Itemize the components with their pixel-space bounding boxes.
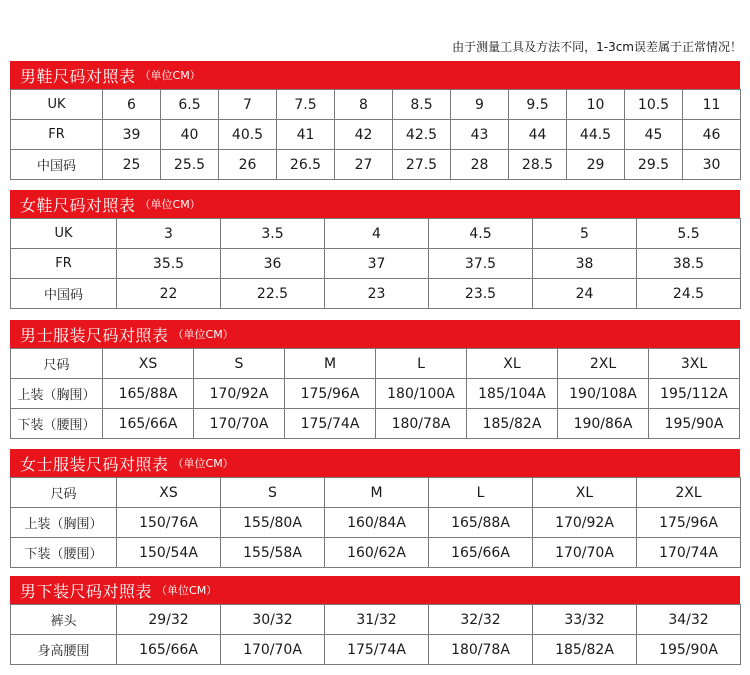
table-cell: 5 (533, 219, 637, 249)
table-cell: 34/32 (637, 605, 741, 635)
row-label: 裤头 (11, 605, 117, 635)
table-row (11, 150, 741, 180)
table-cell: 23.5 (429, 279, 533, 309)
table-cell: 6 (103, 90, 161, 120)
table-cell: 3 (117, 219, 221, 249)
women-clothing-section (10, 449, 740, 568)
table-cell: 8.5 (393, 90, 451, 120)
table-cell: 7 (219, 90, 277, 120)
table-cell: 185/82A (467, 409, 558, 439)
table-cell: 41 (277, 120, 335, 150)
table-cell: 2XL (558, 349, 649, 379)
table-cell: 35.5 (117, 249, 221, 279)
table-cell: 155/80A (221, 508, 325, 538)
table-cell: 3XL (649, 349, 740, 379)
table-row (11, 249, 741, 279)
table-cell: 185/104A (467, 379, 558, 409)
women-shoes-header (10, 190, 740, 218)
row-label: 尺码 (11, 478, 117, 508)
table-cell: 5.5 (637, 219, 741, 249)
table-cell: 29.5 (625, 150, 683, 180)
table-row (11, 635, 741, 665)
table-cell: XS (103, 349, 194, 379)
men-shoes-header (10, 61, 740, 89)
men-pants-header (10, 576, 740, 604)
row-label: 身高腰围 (11, 635, 117, 665)
table-cell: 27.5 (393, 150, 451, 180)
table-cell: 150/76A (117, 508, 221, 538)
table-cell: 190/108A (558, 379, 649, 409)
women-shoes-title: 女鞋尺码对照表 (20, 195, 136, 215)
table-cell: 9 (451, 90, 509, 120)
table-cell: 180/100A (376, 379, 467, 409)
table-cell: 39 (103, 120, 161, 150)
table-cell: 31/32 (325, 605, 429, 635)
table-row (11, 379, 740, 409)
table-row (11, 538, 741, 568)
table-cell: 2XL (637, 478, 741, 508)
table-cell: 9.5 (509, 90, 567, 120)
table-cell: 165/66A (103, 409, 194, 439)
table-cell: 165/88A (103, 379, 194, 409)
table-cell: 170/74A (637, 538, 741, 568)
table-row (11, 349, 740, 379)
table-cell: 10.5 (625, 90, 683, 120)
table-cell: 175/74A (285, 409, 376, 439)
table-cell: 170/70A (533, 538, 637, 568)
men-shoes-unit: （单位CM） (139, 69, 201, 82)
table-cell: 24 (533, 279, 637, 309)
women-shoes-unit: （单位CM） (139, 198, 201, 211)
table-cell: 33/32 (533, 605, 637, 635)
table-cell: 160/62A (325, 538, 429, 568)
table-cell: 44.5 (567, 120, 625, 150)
table-cell: 32/32 (429, 605, 533, 635)
table-cell: 180/78A (429, 635, 533, 665)
table-cell: 27 (335, 150, 393, 180)
table-cell: M (325, 478, 429, 508)
table-cell: 185/82A (533, 635, 637, 665)
table-cell: 40.5 (219, 120, 277, 150)
table-row (11, 120, 741, 150)
men-pants-table (10, 604, 741, 665)
women-shoes-section (10, 190, 740, 309)
table-cell: XL (467, 349, 558, 379)
men-clothing-title: 男士服装尺码对照表 (20, 325, 169, 345)
table-cell: 28.5 (509, 150, 567, 180)
table-cell: 195/90A (649, 409, 740, 439)
table-cell: 22 (117, 279, 221, 309)
men-pants-unit: （单位CM） (156, 584, 218, 597)
table-cell: S (194, 349, 285, 379)
men-shoes-table (10, 89, 741, 180)
row-label: 中国码 (11, 150, 103, 180)
table-cell: 46 (683, 120, 741, 150)
table-cell: 25.5 (161, 150, 219, 180)
table-cell: 36 (221, 249, 325, 279)
women-clothing-unit: （单位CM） (172, 457, 234, 470)
table-cell: 175/96A (637, 508, 741, 538)
table-cell: 190/86A (558, 409, 649, 439)
table-cell: 30/32 (221, 605, 325, 635)
table-row (11, 508, 741, 538)
row-label: 下装（腰围） (11, 538, 117, 568)
table-cell: 22.5 (221, 279, 325, 309)
table-cell: 26 (219, 150, 277, 180)
table-cell: 42.5 (393, 120, 451, 150)
table-row (11, 279, 741, 309)
women-clothing-title: 女士服装尺码对照表 (20, 454, 169, 474)
table-cell: 38.5 (637, 249, 741, 279)
table-cell: 165/66A (429, 538, 533, 568)
table-cell: 195/112A (649, 379, 740, 409)
row-label: FR (11, 120, 103, 150)
table-cell: 6.5 (161, 90, 219, 120)
table-cell: 180/78A (376, 409, 467, 439)
table-cell: 10 (567, 90, 625, 120)
table-cell: 160/84A (325, 508, 429, 538)
table-cell: 23 (325, 279, 429, 309)
men-clothing-section (10, 320, 740, 439)
women-shoes-table (10, 218, 741, 309)
table-cell: 170/70A (194, 409, 285, 439)
men-clothing-unit: （单位CM） (172, 328, 234, 341)
table-cell: 37.5 (429, 249, 533, 279)
table-row (11, 478, 741, 508)
table-cell: 11 (683, 90, 741, 120)
table-cell: 44 (509, 120, 567, 150)
table-cell: 165/88A (429, 508, 533, 538)
table-cell: 7.5 (277, 90, 335, 120)
table-cell: XL (533, 478, 637, 508)
row-label: UK (11, 90, 103, 120)
table-cell: L (376, 349, 467, 379)
table-row (11, 219, 741, 249)
table-cell: 170/70A (221, 635, 325, 665)
table-cell: 150/54A (117, 538, 221, 568)
women-clothing-header (10, 449, 740, 477)
table-cell: 28 (451, 150, 509, 180)
row-label: FR (11, 249, 117, 279)
table-cell: XS (117, 478, 221, 508)
men-clothing-header (10, 320, 740, 348)
table-cell: 4.5 (429, 219, 533, 249)
table-cell: 170/92A (194, 379, 285, 409)
men-pants-section (10, 576, 740, 665)
row-label: 上装（胸围） (11, 379, 103, 409)
table-cell: 25 (103, 150, 161, 180)
table-cell: 30 (683, 150, 741, 180)
table-cell: 42 (335, 120, 393, 150)
men-shoes-title: 男鞋尺码对照表 (20, 66, 136, 86)
table-cell: 175/74A (325, 635, 429, 665)
table-cell: 195/90A (637, 635, 741, 665)
row-label: 中国码 (11, 279, 117, 309)
men-shoes-section (10, 61, 740, 180)
table-cell: 4 (325, 219, 429, 249)
women-clothing-table (10, 477, 741, 568)
table-cell: 40 (161, 120, 219, 150)
table-row (11, 605, 741, 635)
table-cell: 24.5 (637, 279, 741, 309)
table-cell: 155/58A (221, 538, 325, 568)
table-cell: 38 (533, 249, 637, 279)
table-cell: M (285, 349, 376, 379)
table-cell: 165/66A (117, 635, 221, 665)
table-row (11, 409, 740, 439)
table-cell: 29 (567, 150, 625, 180)
men-clothing-table (10, 348, 740, 439)
row-label: 上装（胸围） (11, 508, 117, 538)
table-cell: 170/92A (533, 508, 637, 538)
row-label: 下装（腰围） (11, 409, 103, 439)
row-label: UK (11, 219, 117, 249)
table-cell: 43 (451, 120, 509, 150)
men-pants-title: 男下装尺码对照表 (20, 581, 153, 601)
table-cell: 3.5 (221, 219, 325, 249)
table-cell: 175/96A (285, 379, 376, 409)
measurement-notice: 由于测量工具及方法不同，1-3cm误差属于正常情况！ (452, 40, 742, 54)
table-cell: 8 (335, 90, 393, 120)
table-cell: 26.5 (277, 150, 335, 180)
table-cell: 37 (325, 249, 429, 279)
table-row (11, 90, 741, 120)
table-cell: 45 (625, 120, 683, 150)
table-cell: S (221, 478, 325, 508)
row-label: 尺码 (11, 349, 103, 379)
table-cell: 29/32 (117, 605, 221, 635)
table-cell: L (429, 478, 533, 508)
